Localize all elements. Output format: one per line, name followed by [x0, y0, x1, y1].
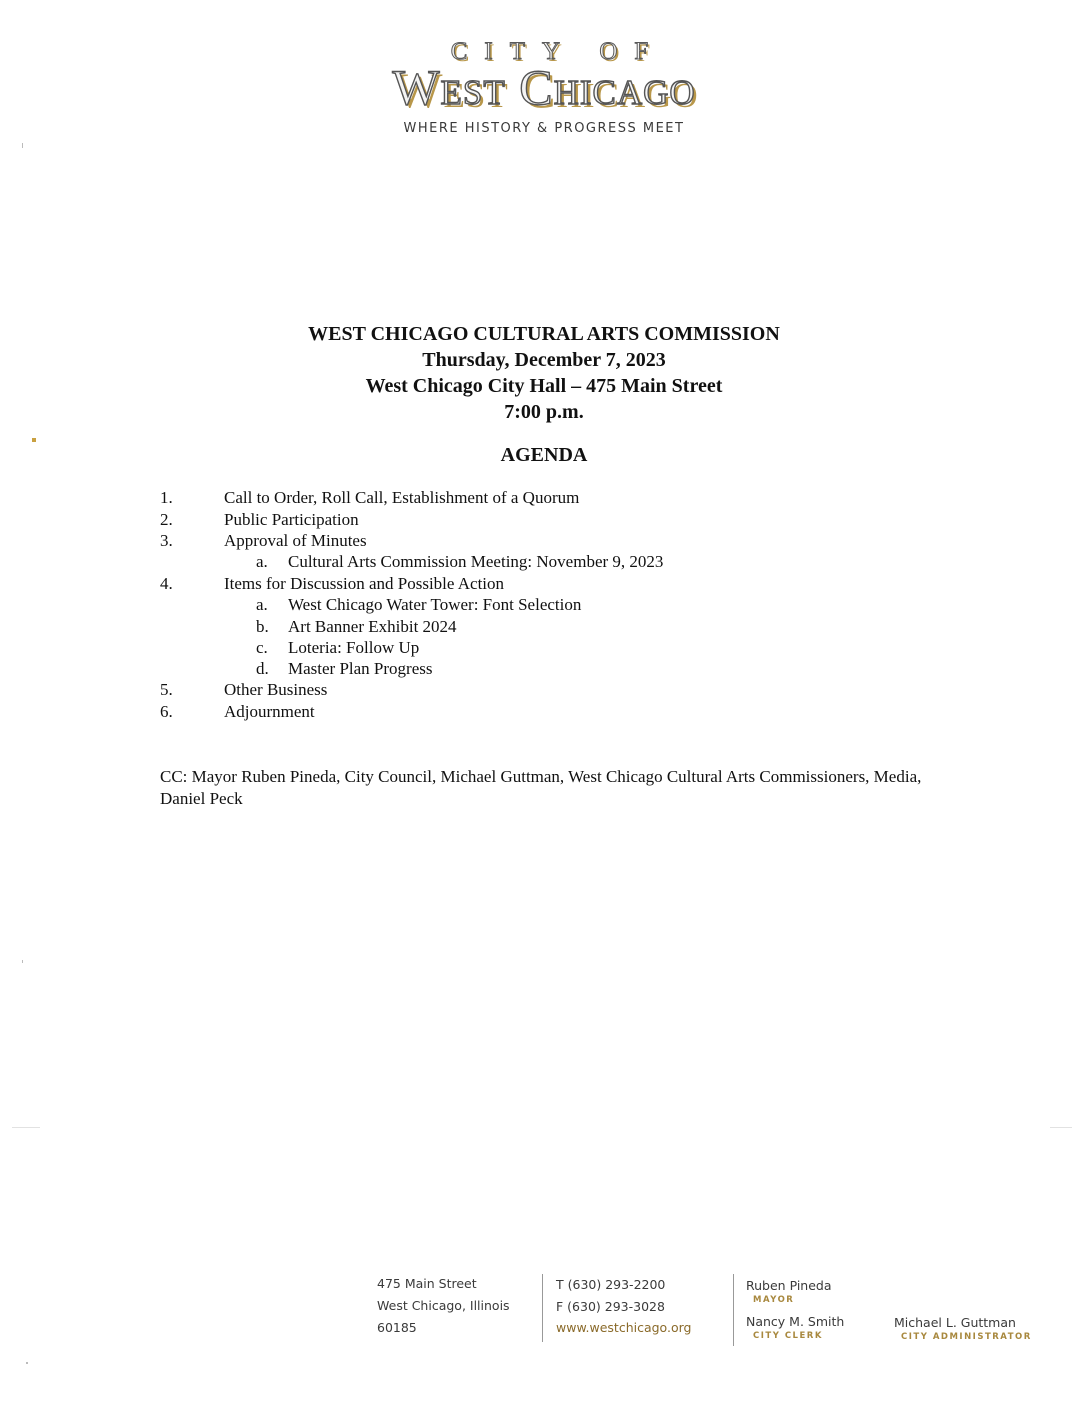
subitem-text: Art Banner Exhibit 2024 [288, 617, 457, 636]
logo-west-chicago: West Chicago [392, 59, 696, 115]
item-number: 5. [160, 680, 173, 699]
item-number: 3. [160, 531, 173, 550]
subitem-letter: c. [256, 638, 268, 657]
logo-city-of: CITY OF [450, 38, 666, 65]
meeting-time: 7:00 p.m. [504, 401, 584, 423]
item-text: Other Business [224, 680, 328, 699]
administrator-title: CITY ADMINISTRATOR [901, 1332, 1032, 1342]
mayor-title: MAYOR [753, 1295, 795, 1305]
footer-address-line3: 60185 [377, 1320, 417, 1335]
item-number: 1. [160, 488, 173, 507]
scan-speck [1050, 1127, 1072, 1128]
subitem-text: Cultural Arts Commission Meeting: November 9, 2023 [288, 552, 664, 571]
item-number: 4. [160, 574, 173, 593]
meeting-date: Thursday, December 7, 2023 [422, 349, 666, 371]
scan-speck [12, 1127, 40, 1128]
item-text: Adjournment [224, 702, 315, 721]
subitem-text: West Chicago Water Tower: Font Selection [288, 595, 582, 614]
cc-list: CC: Mayor Ruben Pineda, City Council, Michael Guttman, West Chicago Cultural Arts Commissioners, Media, Daniel Peck [160, 767, 922, 808]
item-number: 6. [160, 702, 173, 721]
item-number: 2. [160, 510, 173, 529]
mayor-name: Ruben Pineda [746, 1278, 832, 1293]
item-text: Public Participation [224, 510, 359, 529]
subitem-text: Master Plan Progress [288, 659, 433, 678]
clerk-name: Nancy M. Smith [746, 1314, 845, 1329]
commission-title: WEST CHICAGO CULTURAL ARTS COMMISSION [308, 323, 780, 345]
logo-tagline: WHERE HISTORY & PROGRESS MEET [403, 121, 685, 136]
scan-speck [32, 438, 36, 442]
scan-speck [22, 960, 23, 963]
agenda-heading: AGENDA [500, 444, 588, 466]
item-text: Call to Order, Roll Call, Establishment of a Quorum [224, 488, 580, 507]
footer-address-line2: West Chicago, Illinois [377, 1298, 510, 1313]
item-text: Items for Discussion and Possible Action [224, 574, 505, 593]
scan-speck [26, 1362, 28, 1364]
administrator-name: Michael L. Guttman [894, 1315, 1016, 1330]
scan-speck [22, 143, 23, 148]
subitem-letter: b. [256, 617, 269, 636]
subitem-letter: d. [256, 659, 269, 678]
footer-address-line1: 475 Main Street [377, 1276, 477, 1291]
subitem-letter: a. [256, 595, 268, 614]
clerk-title: CITY CLERK [753, 1331, 823, 1341]
meeting-location: West Chicago City Hall – 475 Main Street [365, 375, 723, 397]
subitem-letter: a. [256, 552, 268, 571]
footer-fax: F (630) 293-3028 [556, 1299, 665, 1314]
footer-phone: T (630) 293-2200 [556, 1277, 666, 1292]
subitem-text: Loteria: Follow Up [288, 638, 420, 657]
footer-divider [542, 1274, 543, 1342]
item-text: Approval of Minutes [224, 531, 367, 550]
footer-divider [733, 1274, 734, 1346]
footer-website-link[interactable]: www.westchicago.org [556, 1320, 692, 1335]
